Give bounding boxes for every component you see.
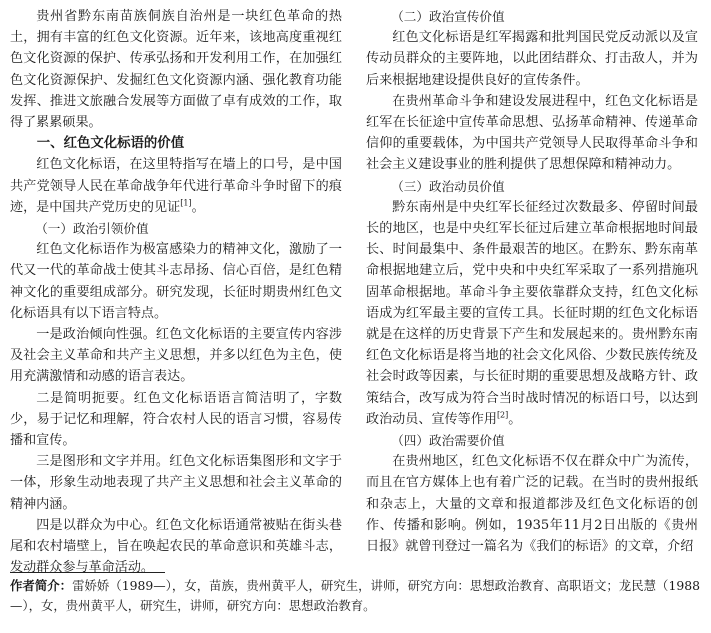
subsection-paragraph	[366, 197, 698, 430]
point-paragraph: 三是图形和文字并用。红色文化标语集图形和文字于一体，形象生动地表现了共产主义思想和社会主义革命的精神内涵。	[10, 454, 342, 512]
section-paragraph	[10, 154, 342, 218]
right-column	[366, 6, 698, 557]
section-paragraph-text: 红色文化标语，在这里特指写在墙上的口号，是中国共产党领导人民在革命战争年代进行革命斗争时留下的痕迹，是中国共产党历史的见证	[10, 157, 342, 215]
subsection-heading: （三）政治动员价值	[391, 178, 505, 194]
point-paragraph: 二是简明扼要。红色文化标语语言简洁明了，字数少，易于记忆和理解，符合农村人民的语言习惯，容易传播和宣传。	[10, 390, 342, 449]
author-note	[10, 576, 700, 616]
subsection-paragraph: 在贵州地区，红色文化标语不仅在群众中广为流传，而且在官方媒体上也有着广泛的记载。在当时的贵州报纸和杂志上，大量的文章和报道都涉及红色文化标语的创作、传播和影响。例如，1935年11月2日出版的《贵州日报》就曾刊登过一篇名为《我们的标语》的文章，介绍	[366, 454, 698, 555]
subsection-paragraph-text: 黔东南州是中央红军长征经过次数最多、停留时间最长的地区，也是中央红军长征过后建立革命根据地时间最长、时间最集中、条件最艰苦的地区。在黔东、黔东南革命根据地建立后，党中央和中央红军采取了一系列措施巩固革命根据地。革命斗争主要依靠群众支持，红色文化标语成为红军最主要的宣传工具。长征时期的红色文化标语就是在这样的历史背景下产生和发展起来的。贵州黔东南红色文化标语是将当地的社会文化风俗、少数民族传统及社会时政等因素，与长征时期的重要思想及战略方针、政策结合，改写成为符合当时战时情况的标语口号，以达到政治动员、宣传等作用	[366, 199, 698, 427]
subsection-heading: （二）政治宣传价值	[391, 9, 505, 24]
footnote-divider	[10, 572, 165, 573]
citation-ref[interactable]: [1]	[180, 198, 192, 208]
subsection-heading: （一）政治引领价值	[35, 221, 149, 237]
point-paragraph: 一是政治倾向性强。红色文化标语的主要宣传内容涉及社会主义革命和共产主义思想，并多以红色为主色，使用充满激情和动感的语言表达。	[10, 327, 342, 385]
subsection-paragraph: 红色文化标语作为极富感染力的精神文化，激励了一代又一代的革命战士使其斗志昂扬、信心百倍，是红色精神文化的重要组成部分。研究发现，长征时期贵州红色文化标语具有以下语言特点。	[10, 242, 342, 321]
left-column	[10, 6, 342, 578]
author-label: 作者简介：	[10, 578, 73, 593]
citation-ref[interactable]: [2]	[496, 410, 509, 420]
point-paragraph: 四是以群众为中心。红色文化标语通常被贴在街头巷尾和农村墙壁上，旨在唤起农民的革命意识和英雄斗志，发动群众参与革命活动。	[10, 517, 342, 576]
intro-paragraph: 贵州省黔东南苗族侗族自治州是一块红色革命的热土，拥有丰富的红色文化资源。近年来，该地高度重视红色文化资源的保护、传承弘扬和开发利用工作，在加强红色文化资源保护、发掘红色文化资源内涵、强化教育功能发挥、推进文旅融合发展等方面做了卓有成效的工作，取得了累累硕果。	[10, 9, 342, 131]
author-text: 雷娇娇（1989—），女，苗族，贵州黄平人，研究生，讲师，研究方向：思想政治教育、高职语文；龙民慧（1988—），女，贵州黄平人，研究生，讲师，研究方向：思想政治教育。	[10, 578, 700, 613]
punctuation: 。	[191, 199, 205, 215]
subsection-paragraph: 红色文化标语是红军揭露和批判国民党反动派以及宣传动员群众的主要阵地，以此团结群众、打击敌人，并为后来根据地建设提供良好的宣传条件。	[366, 30, 698, 88]
section-heading: 一、红色文化标语的价值	[36, 136, 185, 152]
subsection-heading: （四）政治需要价值	[391, 433, 505, 449]
punctuation: 。	[508, 411, 522, 427]
subsection-paragraph: 在贵州革命斗争和建设发展进程中，红色文化标语是红军在长征途中宣传革命思想、弘扬革命精神、传递革命信仰的重要载体，为中国共产党领导人民取得革命斗争和社会主义建设事业的胜利提供了思想保障和精神动力。	[366, 93, 698, 173]
